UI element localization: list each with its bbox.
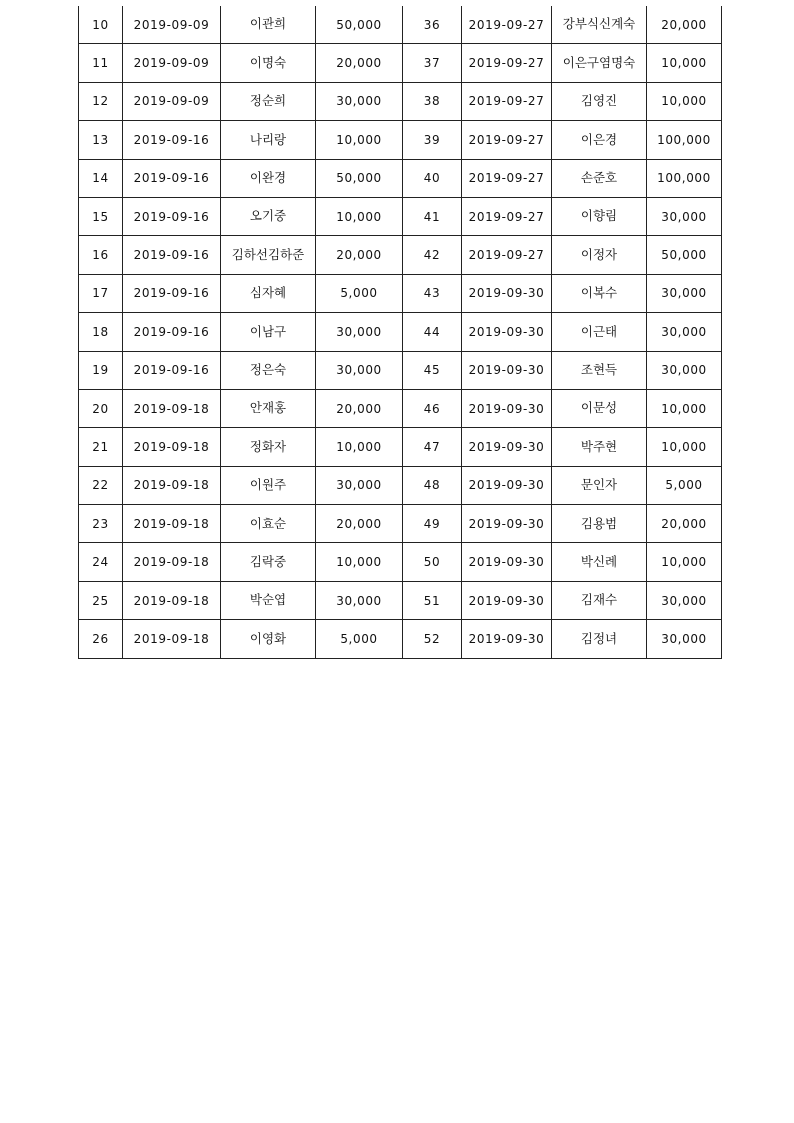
left-donation-date-cell: 2019-09-18 — [123, 543, 221, 581]
left-donation-date-cell: 2019-09-18 — [123, 389, 221, 427]
left-donation-amount-cell: 30,000 — [316, 82, 403, 120]
right-entry-number-cell: 41 — [403, 197, 462, 235]
right-donor-name-cell: 박신례 — [552, 543, 647, 581]
right-donation-amount-cell: 5,000 — [647, 466, 722, 504]
left-entry-number-cell: 14 — [79, 159, 123, 197]
left-entry-number-cell: 19 — [79, 351, 123, 389]
right-donation-amount-cell: 20,000 — [647, 505, 722, 543]
left-donor-name-cell: 이영화 — [221, 620, 316, 658]
left-donation-amount-cell: 10,000 — [316, 197, 403, 235]
right-donation-amount-cell: 30,000 — [647, 274, 722, 312]
left-donation-amount-cell: 30,000 — [316, 351, 403, 389]
right-donation-date-cell: 2019-09-30 — [462, 505, 552, 543]
left-entry-number-cell: 20 — [79, 389, 123, 427]
right-donation-date-cell: 2019-09-30 — [462, 389, 552, 427]
table-row — [79, 159, 722, 197]
left-donor-name-cell: 이효순 — [221, 505, 316, 543]
left-entry-number-cell: 24 — [79, 543, 123, 581]
right-entry-number-cell: 39 — [403, 121, 462, 159]
left-entry-number-cell: 13 — [79, 121, 123, 159]
left-donation-amount-cell: 30,000 — [316, 581, 403, 619]
right-donation-date-cell: 2019-09-27 — [462, 6, 552, 44]
donation-table — [78, 6, 722, 659]
right-entry-number-cell: 40 — [403, 159, 462, 197]
right-entry-number-cell: 46 — [403, 389, 462, 427]
right-donation-amount-cell: 50,000 — [647, 236, 722, 274]
right-entry-number-cell: 45 — [403, 351, 462, 389]
left-donation-date-cell: 2019-09-16 — [123, 274, 221, 312]
left-donation-amount-cell: 10,000 — [316, 428, 403, 466]
right-entry-number-cell: 37 — [403, 44, 462, 82]
left-donation-amount-cell: 50,000 — [316, 6, 403, 44]
left-donation-date-cell: 2019-09-09 — [123, 82, 221, 120]
right-donation-amount-cell: 30,000 — [647, 313, 722, 351]
left-donation-amount-cell: 20,000 — [316, 236, 403, 274]
right-donor-name-cell: 이은구염명숙 — [552, 44, 647, 82]
left-donor-name-cell: 안재홍 — [221, 389, 316, 427]
right-donor-name-cell: 이은경 — [552, 121, 647, 159]
left-entry-number-cell: 12 — [79, 82, 123, 120]
right-donation-date-cell: 2019-09-30 — [462, 466, 552, 504]
table-row — [79, 389, 722, 427]
left-entry-number-cell: 17 — [79, 274, 123, 312]
right-donor-name-cell: 김영진 — [552, 82, 647, 120]
right-donation-amount-cell: 10,000 — [647, 543, 722, 581]
left-donation-date-cell: 2019-09-16 — [123, 121, 221, 159]
left-entry-number-cell: 16 — [79, 236, 123, 274]
table-row — [79, 274, 722, 312]
right-donor-name-cell: 이복수 — [552, 274, 647, 312]
left-entry-number-cell: 10 — [79, 6, 123, 44]
right-donation-amount-cell: 100,000 — [647, 121, 722, 159]
right-donation-date-cell: 2019-09-27 — [462, 44, 552, 82]
table-row — [79, 466, 722, 504]
left-donation-date-cell: 2019-09-09 — [123, 44, 221, 82]
right-entry-number-cell: 52 — [403, 620, 462, 658]
table-row — [79, 620, 722, 658]
right-entry-number-cell: 38 — [403, 82, 462, 120]
right-donation-date-cell: 2019-09-30 — [462, 620, 552, 658]
left-donor-name-cell: 김하선김하준 — [221, 236, 316, 274]
right-donation-amount-cell: 100,000 — [647, 159, 722, 197]
right-donation-date-cell: 2019-09-30 — [462, 351, 552, 389]
right-donor-name-cell: 이정자 — [552, 236, 647, 274]
right-donation-amount-cell: 30,000 — [647, 197, 722, 235]
right-donor-name-cell: 조현득 — [552, 351, 647, 389]
right-donation-date-cell: 2019-09-27 — [462, 159, 552, 197]
right-donation-date-cell: 2019-09-30 — [462, 274, 552, 312]
left-donation-date-cell: 2019-09-18 — [123, 428, 221, 466]
right-entry-number-cell: 50 — [403, 543, 462, 581]
left-entry-number-cell: 21 — [79, 428, 123, 466]
left-donation-date-cell: 2019-09-16 — [123, 236, 221, 274]
right-donor-name-cell: 김정녀 — [552, 620, 647, 658]
left-entry-number-cell: 11 — [79, 44, 123, 82]
table-row — [79, 82, 722, 120]
right-donation-date-cell: 2019-09-30 — [462, 313, 552, 351]
table-row — [79, 543, 722, 581]
right-entry-number-cell: 43 — [403, 274, 462, 312]
left-donation-amount-cell: 10,000 — [316, 121, 403, 159]
table-row — [79, 236, 722, 274]
table-row — [79, 428, 722, 466]
left-donation-amount-cell: 10,000 — [316, 543, 403, 581]
table-row — [79, 505, 722, 543]
right-entry-number-cell: 48 — [403, 466, 462, 504]
left-donation-date-cell: 2019-09-18 — [123, 581, 221, 619]
left-donation-date-cell: 2019-09-16 — [123, 159, 221, 197]
left-donor-name-cell: 박순엽 — [221, 581, 316, 619]
right-donation-amount-cell: 10,000 — [647, 82, 722, 120]
left-donation-date-cell: 2019-09-18 — [123, 466, 221, 504]
left-donation-date-cell: 2019-09-18 — [123, 620, 221, 658]
left-donor-name-cell: 이명숙 — [221, 44, 316, 82]
left-entry-number-cell: 25 — [79, 581, 123, 619]
table-row — [79, 121, 722, 159]
right-entry-number-cell: 42 — [403, 236, 462, 274]
right-donation-amount-cell: 10,000 — [647, 44, 722, 82]
left-donor-name-cell: 이관희 — [221, 6, 316, 44]
right-donation-amount-cell: 30,000 — [647, 581, 722, 619]
right-donor-name-cell: 박주현 — [552, 428, 647, 466]
left-donor-name-cell: 이완경 — [221, 159, 316, 197]
left-donation-amount-cell: 30,000 — [316, 466, 403, 504]
right-donation-amount-cell: 30,000 — [647, 620, 722, 658]
table-row — [79, 351, 722, 389]
left-entry-number-cell: 15 — [79, 197, 123, 235]
right-donor-name-cell: 이향림 — [552, 197, 647, 235]
left-entry-number-cell: 18 — [79, 313, 123, 351]
table-row — [79, 313, 722, 351]
left-donation-amount-cell: 20,000 — [316, 389, 403, 427]
left-donation-amount-cell: 5,000 — [316, 620, 403, 658]
left-donor-name-cell: 이남구 — [221, 313, 316, 351]
right-entry-number-cell: 51 — [403, 581, 462, 619]
table-row — [79, 6, 722, 44]
left-donation-amount-cell: 20,000 — [316, 44, 403, 82]
left-donor-name-cell: 정순희 — [221, 82, 316, 120]
left-entry-number-cell: 22 — [79, 466, 123, 504]
right-donation-amount-cell: 20,000 — [647, 6, 722, 44]
left-entry-number-cell: 23 — [79, 505, 123, 543]
left-donor-name-cell: 이원주 — [221, 466, 316, 504]
right-entry-number-cell: 36 — [403, 6, 462, 44]
left-donor-name-cell: 나리랑 — [221, 121, 316, 159]
right-donation-amount-cell: 30,000 — [647, 351, 722, 389]
table-row — [79, 197, 722, 235]
table-body — [79, 6, 722, 658]
left-donation-amount-cell: 5,000 — [316, 274, 403, 312]
left-donation-amount-cell: 20,000 — [316, 505, 403, 543]
table-row — [79, 581, 722, 619]
right-donor-name-cell: 강부식신계숙 — [552, 6, 647, 44]
right-donation-date-cell: 2019-09-27 — [462, 82, 552, 120]
left-donation-date-cell: 2019-09-16 — [123, 197, 221, 235]
table-row — [79, 44, 722, 82]
left-donor-name-cell: 김락중 — [221, 543, 316, 581]
right-donor-name-cell: 문인자 — [552, 466, 647, 504]
right-donation-date-cell: 2019-09-27 — [462, 236, 552, 274]
right-donor-name-cell: 손준호 — [552, 159, 647, 197]
left-donor-name-cell: 정은숙 — [221, 351, 316, 389]
left-donor-name-cell: 오기중 — [221, 197, 316, 235]
left-entry-number-cell: 26 — [79, 620, 123, 658]
right-donation-amount-cell: 10,000 — [647, 428, 722, 466]
right-donor-name-cell: 이문성 — [552, 389, 647, 427]
left-donation-date-cell: 2019-09-09 — [123, 6, 221, 44]
right-entry-number-cell: 44 — [403, 313, 462, 351]
left-donation-date-cell: 2019-09-18 — [123, 505, 221, 543]
right-donation-date-cell: 2019-09-30 — [462, 543, 552, 581]
left-donation-amount-cell: 50,000 — [316, 159, 403, 197]
right-donation-date-cell: 2019-09-30 — [462, 428, 552, 466]
right-entry-number-cell: 47 — [403, 428, 462, 466]
right-donor-name-cell: 이근태 — [552, 313, 647, 351]
right-donor-name-cell: 김재수 — [552, 581, 647, 619]
right-donor-name-cell: 김용범 — [552, 505, 647, 543]
left-donation-date-cell: 2019-09-16 — [123, 313, 221, 351]
right-entry-number-cell: 49 — [403, 505, 462, 543]
right-donation-date-cell: 2019-09-27 — [462, 197, 552, 235]
left-donation-date-cell: 2019-09-16 — [123, 351, 221, 389]
left-donation-amount-cell: 30,000 — [316, 313, 403, 351]
right-donation-amount-cell: 10,000 — [647, 389, 722, 427]
right-donation-date-cell: 2019-09-27 — [462, 121, 552, 159]
right-donation-date-cell: 2019-09-30 — [462, 581, 552, 619]
left-donor-name-cell: 심자혜 — [221, 274, 316, 312]
left-donor-name-cell: 정화자 — [221, 428, 316, 466]
